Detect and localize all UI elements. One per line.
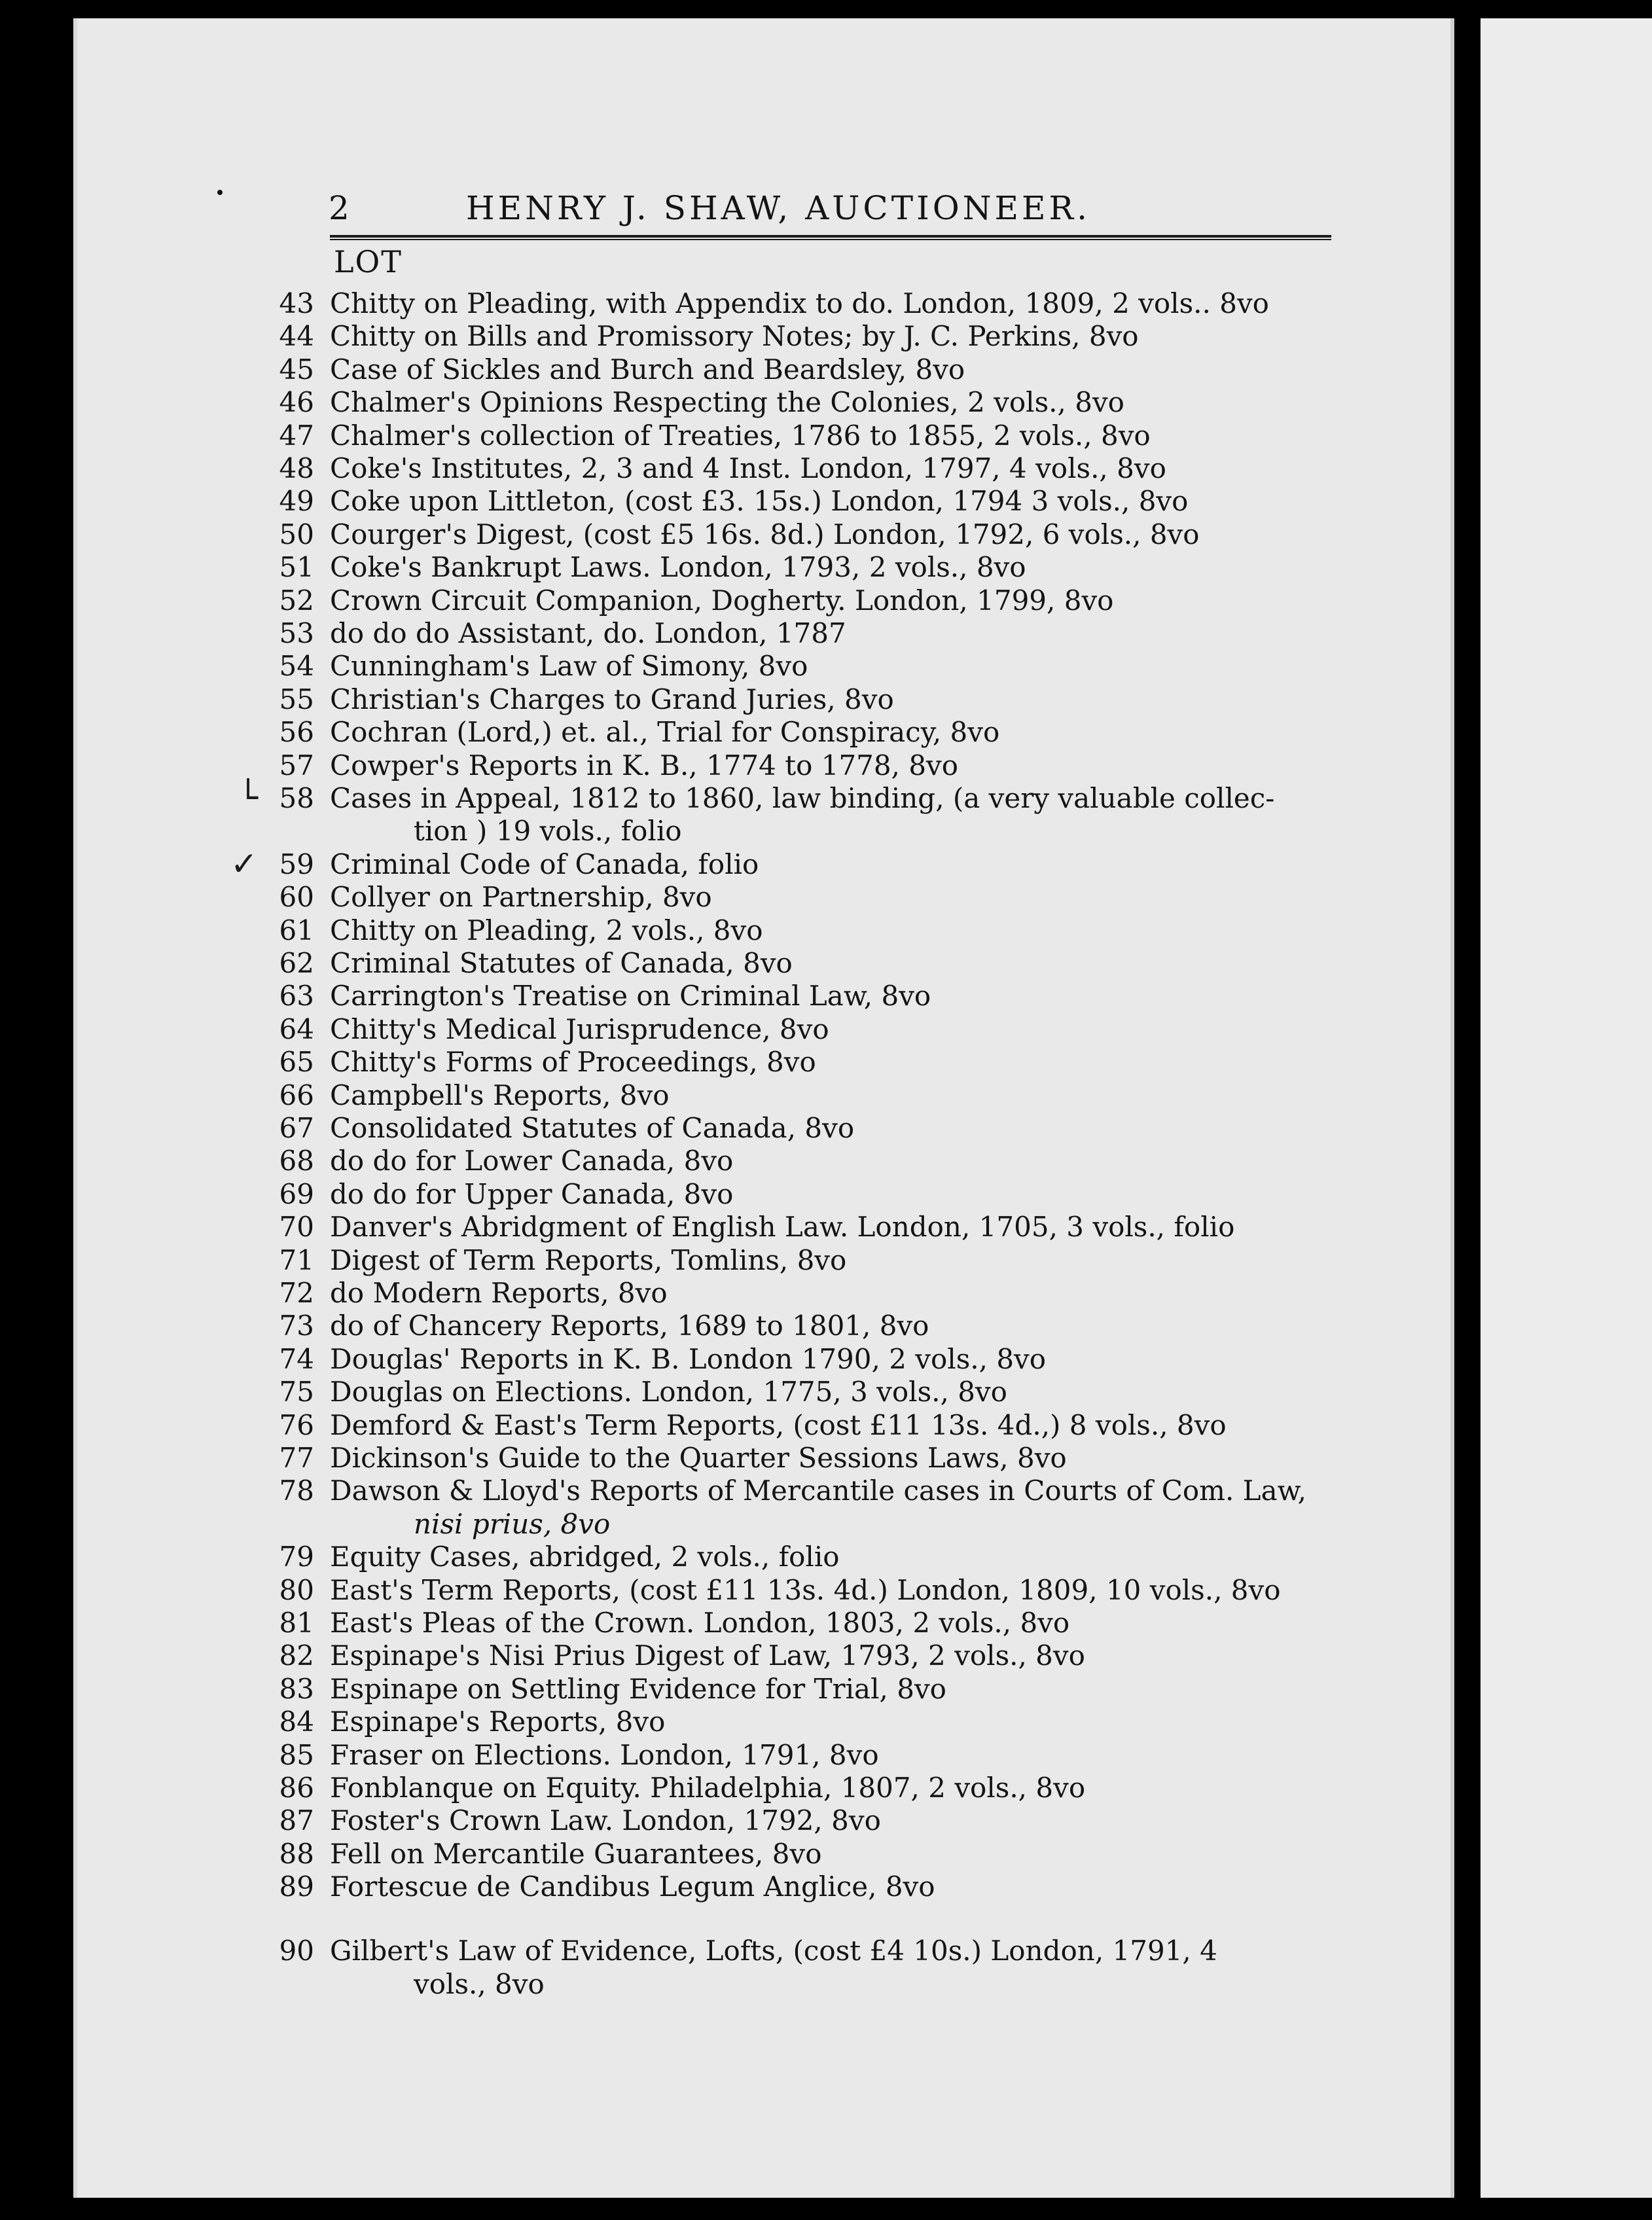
lot-row bbox=[73, 1079, 1454, 1112]
lot-description: Chitty on Pleading, 2 vols., 8vo bbox=[330, 914, 763, 946]
lot-description: Cunningham's Law of Simony, 8vo bbox=[330, 650, 808, 683]
lot-list bbox=[73, 18, 1454, 2198]
lot-description: Christian's Charges to Grand Juries, 8vo bbox=[330, 683, 894, 715]
lot-number: 81 bbox=[279, 1607, 314, 1639]
lot-row bbox=[73, 1804, 1454, 1837]
lot-number: 86 bbox=[279, 1772, 314, 1804]
lot-number: 68 bbox=[279, 1145, 314, 1177]
lot-description: Dawson & Lloyd's Reports of Mercantile cases in Courts of Com. Law, bbox=[330, 1475, 1306, 1507]
lot-number: 58 bbox=[279, 782, 314, 814]
lot-row bbox=[73, 1606, 1454, 1639]
lot-description: Chitty's Medical Jurisprudence, 8vo bbox=[330, 1012, 829, 1045]
lot-number: 66 bbox=[279, 1079, 314, 1111]
lot-row bbox=[73, 1672, 1454, 1706]
lot-description: Coke's Bankrupt Laws. London, 1793, 2 vols., 8vo bbox=[330, 551, 1026, 584]
lot-description: Chalmer's Opinions Respecting the Colonies, 2 vols., 8vo bbox=[330, 386, 1124, 419]
lot-row bbox=[73, 1738, 1454, 1772]
lot-row bbox=[73, 584, 1454, 617]
lot-number: 46 bbox=[279, 386, 314, 419]
lot-row bbox=[73, 1375, 1454, 1408]
lot-number: 87 bbox=[279, 1804, 314, 1837]
lot-row bbox=[73, 1934, 1454, 1967]
lot-description: Campbell's Reports, 8vo bbox=[330, 1079, 670, 1111]
lot-number: 79 bbox=[279, 1541, 314, 1573]
lot-row bbox=[73, 979, 1454, 1012]
lot-description: Carrington's Treatise on Criminal Law, 8vo bbox=[330, 980, 931, 1012]
lot-number: 73 bbox=[279, 1310, 314, 1342]
lot-number: 53 bbox=[279, 617, 314, 649]
lot-number: 77 bbox=[279, 1442, 314, 1474]
lot-number: 43 bbox=[279, 287, 314, 319]
lot-row bbox=[73, 1111, 1454, 1145]
ink-speck bbox=[217, 190, 223, 195]
lot-number: 50 bbox=[279, 518, 314, 550]
lot-row bbox=[73, 419, 1454, 452]
lot-row bbox=[73, 1177, 1454, 1211]
lot-row bbox=[73, 1210, 1454, 1244]
lot-number: 78 bbox=[279, 1475, 314, 1507]
lot-row bbox=[73, 1474, 1454, 1507]
lot-row bbox=[73, 550, 1454, 584]
lot-row bbox=[73, 518, 1454, 551]
lot-row bbox=[73, 1342, 1454, 1376]
lot-description: Chalmer's collection of Treaties, 1786 to 1855, 2 vols., 8vo bbox=[330, 419, 1151, 452]
lot-number: 70 bbox=[279, 1211, 314, 1244]
lot-row bbox=[73, 484, 1454, 518]
lot-description: Gilbert's Law of Evidence, Lofts, (cost £4 10s.) London, 1791, 4 bbox=[330, 1935, 1217, 1967]
lot-number: 48 bbox=[279, 452, 314, 484]
lot-description-continued: nisi prius, 8vo bbox=[414, 1507, 611, 1540]
lot-number: 74 bbox=[279, 1342, 314, 1375]
lot-description: Case of Sickles and Burch and Beardsley, 8vo bbox=[330, 353, 965, 385]
lot-row bbox=[73, 1573, 1454, 1607]
lot-number: 63 bbox=[279, 980, 314, 1012]
lot-description: Digest of Term Reports, Tomlins, 8vo bbox=[330, 1244, 847, 1276]
lot-description: Cases in Appeal, 1812 to 1860, law binding, (a very valuable collec- bbox=[330, 782, 1275, 814]
lot-description: Consolidated Statutes of Canada, 8vo bbox=[330, 1112, 855, 1144]
lot-description: Chitty's Forms of Proceedings, 8vo bbox=[330, 1046, 816, 1079]
tick-mark: └ bbox=[238, 779, 259, 817]
lot-description-continued: tion ) 19 vols., folio bbox=[414, 815, 682, 848]
lot-number: 71 bbox=[279, 1244, 314, 1276]
lot-row bbox=[73, 1705, 1454, 1738]
lot-description: do do for Upper Canada, 8vo bbox=[330, 1177, 734, 1210]
lot-description: do of Chancery Reports, 1689 to 1801, 8vo bbox=[330, 1310, 929, 1342]
page-title: HENRY J. SHAW, AUCTIONEER. bbox=[466, 189, 1091, 227]
lot-number: 76 bbox=[279, 1408, 314, 1441]
lot-row-continuation bbox=[73, 1507, 1454, 1541]
lot-row bbox=[73, 452, 1454, 485]
lot-description: Fell on Mercantile Guarantees, 8vo bbox=[330, 1837, 822, 1870]
lot-description: Coke's Institutes, 2, 3 and 4 Inst. London, 1797, 4 vols., 8vo bbox=[330, 452, 1166, 484]
lot-description: Foster's Crown Law. London, 1792, 8vo bbox=[330, 1804, 881, 1837]
lot-row bbox=[73, 715, 1454, 749]
lot-description: Espinape on Settling Evidence for Trial, 8vo bbox=[330, 1672, 946, 1705]
lot-row bbox=[73, 1441, 1454, 1475]
lot-number: 61 bbox=[279, 914, 314, 946]
lot-description: Espinape's Nisi Prius Digest of Law, 1793, 2 vols., 8vo bbox=[330, 1639, 1085, 1672]
check-mark: ✓ bbox=[230, 844, 258, 883]
lot-row-continuation bbox=[73, 1967, 1454, 2001]
lot-number: 72 bbox=[279, 1277, 314, 1309]
lot-description: Fonblanque on Equity. Philadelphia, 1807, 2 vols., 8vo bbox=[330, 1772, 1086, 1804]
lot-description: Chitty on Pleading, with Appendix to do. London, 1809, 2 vols.. 8vo bbox=[330, 287, 1269, 319]
lot-description-continued: vols., 8vo bbox=[414, 1967, 545, 2000]
lot-number: 88 bbox=[279, 1837, 314, 1870]
lot-number: 67 bbox=[279, 1112, 314, 1144]
lot-number: 51 bbox=[279, 551, 314, 584]
lot-number: 83 bbox=[279, 1672, 314, 1705]
lot-row bbox=[73, 1012, 1454, 1046]
lot-description: Criminal Statutes of Canada, 8vo bbox=[330, 947, 793, 979]
lot-row bbox=[73, 1771, 1454, 1804]
lot-description: Espinape's Reports, 8vo bbox=[330, 1706, 666, 1738]
lot-description: Cowper's Reports in K. B., 1774 to 1778, 8vo bbox=[330, 749, 959, 781]
lot-row bbox=[73, 880, 1454, 914]
catalogue-page bbox=[73, 18, 1454, 2198]
lot-number: 57 bbox=[279, 749, 314, 781]
lot-description: do Modern Reports, 8vo bbox=[330, 1277, 668, 1309]
lot-row bbox=[73, 287, 1454, 320]
lot-row bbox=[73, 946, 1454, 980]
lot-number: 84 bbox=[279, 1706, 314, 1738]
lot-number: 82 bbox=[279, 1639, 314, 1672]
lot-row-continuation bbox=[73, 814, 1454, 848]
lot-row bbox=[73, 353, 1454, 386]
lot-row bbox=[73, 385, 1454, 419]
lot-row bbox=[73, 781, 1454, 815]
lot-number: 56 bbox=[279, 716, 314, 749]
lot-number: 90 bbox=[279, 1935, 314, 1967]
lot-number: 89 bbox=[279, 1871, 314, 1903]
lot-row bbox=[73, 1870, 1454, 1903]
lot-row bbox=[73, 1408, 1454, 1442]
lot-row bbox=[73, 844, 1454, 883]
lot-description: do do do Assistant, do. London, 1787 bbox=[330, 617, 846, 649]
facing-page-edge bbox=[1481, 18, 1652, 2198]
lot-number: 44 bbox=[279, 320, 314, 353]
lot-number: 65 bbox=[279, 1046, 314, 1079]
lot-number: 55 bbox=[279, 683, 314, 715]
lot-number: 80 bbox=[279, 1573, 314, 1606]
lot-description: Courger's Digest, (cost £5 16s. 8d.) London, 1792, 6 vols., 8vo bbox=[330, 518, 1200, 550]
lot-number: 75 bbox=[279, 1376, 314, 1408]
lot-description: Fortescue de Candibus Legum Anglice, 8vo bbox=[330, 1871, 935, 1903]
lot-description: Douglas on Elections. London, 1775, 3 vols., 8vo bbox=[330, 1376, 1007, 1408]
lot-row bbox=[73, 1837, 1454, 1871]
lot-description: East's Pleas of the Crown. London, 1803, 2 vols., 8vo bbox=[330, 1607, 1070, 1639]
lot-row bbox=[73, 1276, 1454, 1310]
page-number: 2 bbox=[329, 189, 350, 227]
lot-row bbox=[73, 1540, 1454, 1573]
lot-number: 64 bbox=[279, 1012, 314, 1045]
lot-row bbox=[73, 914, 1454, 947]
lot-row bbox=[73, 1309, 1454, 1342]
lot-description: East's Term Reports, (cost £11 13s. 4d.) London, 1809, 10 vols., 8vo bbox=[330, 1573, 1281, 1606]
lot-row bbox=[73, 319, 1454, 353]
lot-description: Cochran (Lord,) et. al., Trial for Conspiracy, 8vo bbox=[330, 716, 1000, 749]
lot-row bbox=[73, 649, 1454, 683]
lot-row bbox=[73, 1244, 1454, 1277]
lot-row bbox=[73, 683, 1454, 716]
lot-description: Danver's Abridgment of English Law. London, 1705, 3 vols., folio bbox=[330, 1211, 1235, 1244]
lot-column-header: LOT bbox=[334, 244, 403, 279]
lot-description: Demford & East's Term Reports, (cost £11 13s. 4d.,) 8 vols., 8vo bbox=[330, 1408, 1227, 1441]
lot-number: 52 bbox=[279, 584, 314, 617]
lot-number: 54 bbox=[279, 650, 314, 683]
lot-description: Chitty on Bills and Promissory Notes; by J. C. Perkins, 8vo bbox=[330, 320, 1139, 353]
lot-number: 69 bbox=[279, 1177, 314, 1210]
lot-description: Crown Circuit Companion, Dogherty. London, 1799, 8vo bbox=[330, 584, 1114, 617]
lot-number: 45 bbox=[279, 353, 314, 385]
lot-row bbox=[73, 1144, 1454, 1177]
lot-number: 49 bbox=[279, 485, 314, 518]
lot-row bbox=[73, 617, 1454, 650]
lot-row bbox=[73, 749, 1454, 782]
lot-description: Collyer on Partnership, 8vo bbox=[330, 881, 712, 914]
lot-description: Douglas' Reports in K. B. London 1790, 2 vols., 8vo bbox=[330, 1342, 1047, 1375]
lot-description: do do for Lower Canada, 8vo bbox=[330, 1145, 734, 1177]
lot-description: Fraser on Elections. London, 1791, 8vo bbox=[330, 1738, 879, 1771]
lot-number: 47 bbox=[279, 419, 314, 452]
lot-description: Dickinson's Guide to the Quarter Sessions Laws, 8vo bbox=[330, 1442, 1067, 1474]
lot-row bbox=[73, 1045, 1454, 1079]
lot-description: Equity Cases, abridged, 2 vols., folio bbox=[330, 1541, 840, 1573]
lot-description: Coke upon Littleton, (cost £3. 15s.) London, 1794 3 vols., 8vo bbox=[330, 485, 1189, 518]
lot-number: 85 bbox=[279, 1738, 314, 1771]
lot-number: 62 bbox=[279, 947, 314, 979]
lot-number: 60 bbox=[279, 881, 314, 914]
lot-number: 59 bbox=[279, 848, 314, 880]
lot-row bbox=[73, 1639, 1454, 1672]
lot-description: Criminal Code of Canada, folio bbox=[330, 848, 759, 880]
